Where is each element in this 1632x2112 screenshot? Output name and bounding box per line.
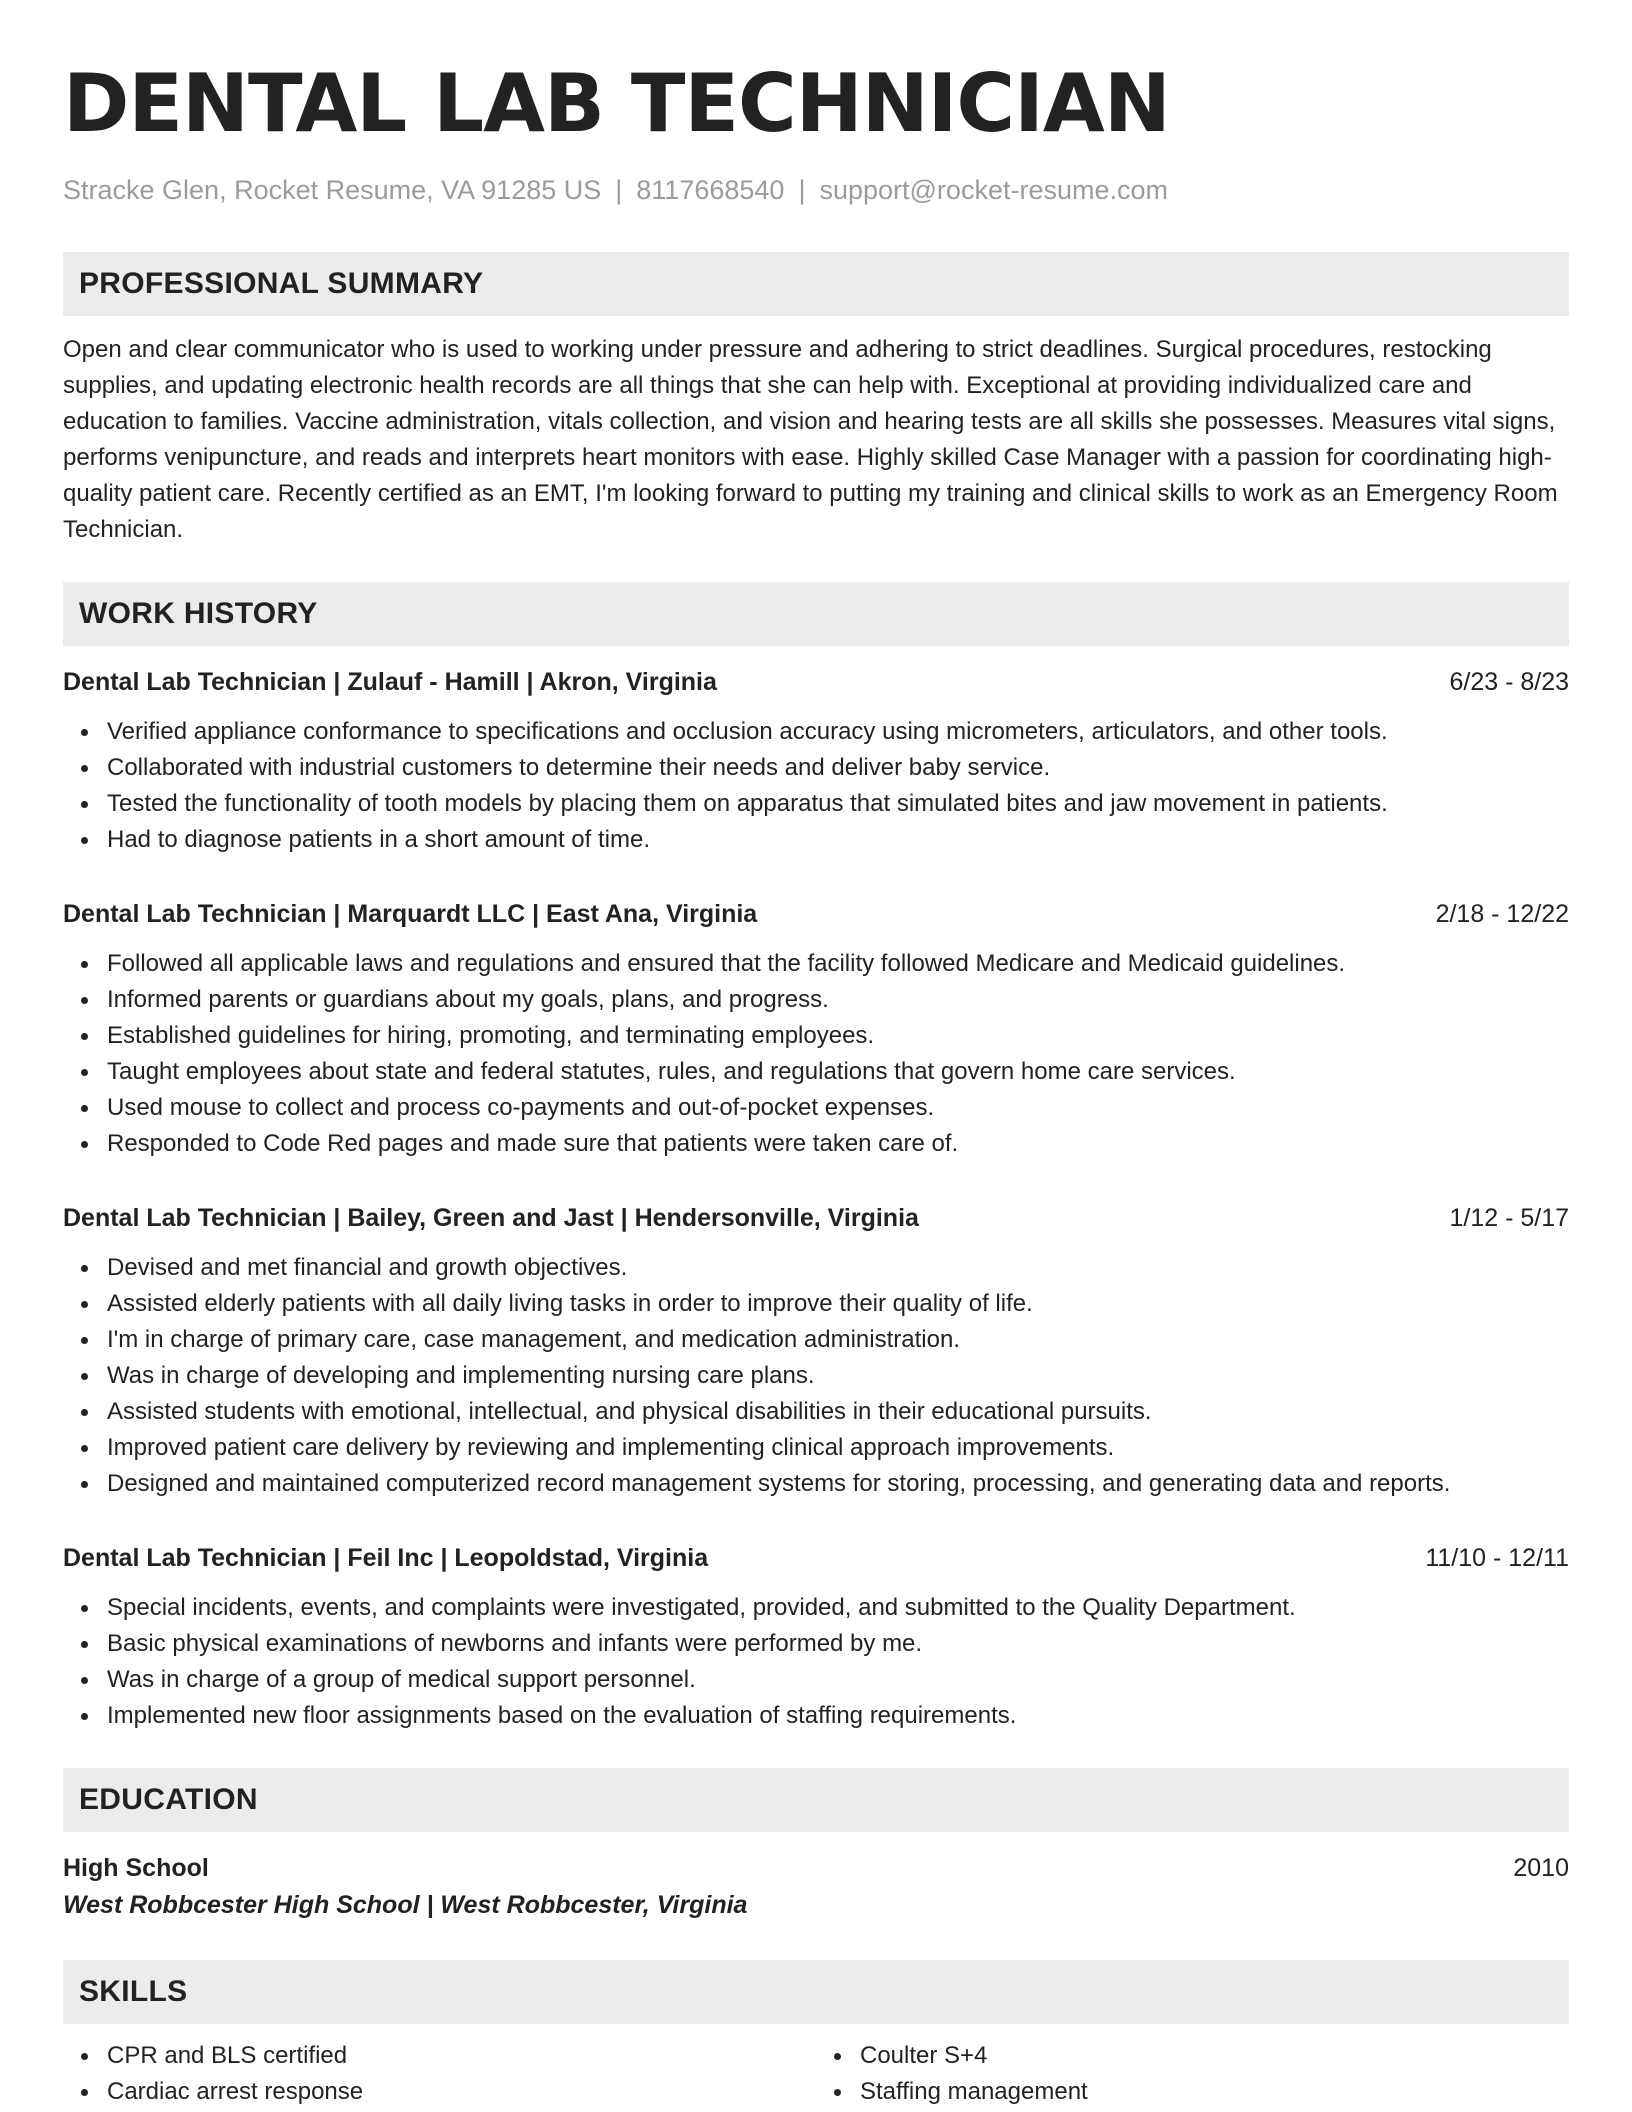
section-header-education: EDUCATION [63, 1768, 1569, 1832]
education-degree: High School [63, 1854, 209, 1882]
job-bullet: Used mouse to collect and process co-payments and out-of-pocket expenses. [107, 1090, 1569, 1126]
job-bullet: Established guidelines for hiring, promoting, and terminating employees. [107, 1018, 1569, 1054]
job-title: Dental Lab Technician | Zulauf - Hamill | Akron, Virginia [63, 668, 717, 696]
section-header-summary: PROFESSIONAL SUMMARY [63, 252, 1569, 316]
job-dates: 2/18 - 12/22 [1435, 900, 1569, 928]
skill-item: Cardiac arrest response [107, 2074, 816, 2110]
job-bullet: Collaborated with industrial customers to determine their needs and deliver baby service. [107, 750, 1569, 786]
job-header [63, 896, 1569, 932]
job-entry [63, 1200, 1569, 1502]
job-header [63, 1200, 1569, 1236]
job-bullet: Followed all applicable laws and regulations and ensured that the facility followed Medicare and Medicaid guidelines. [107, 946, 1569, 982]
contact-address: Stracke Glen, Rocket Resume, VA 91285 US [63, 175, 602, 205]
section-header-work-history: WORK HISTORY [63, 582, 1569, 646]
job-bullet: Verified appliance conformance to specifications and occlusion accuracy using micrometers, articulators, and other tools. [107, 714, 1569, 750]
job-bullet: I'm in charge of primary care, case management, and medication administration. [107, 1322, 1569, 1358]
job-bullet: Implemented new floor assignments based on the evaluation of staffing requirements. [107, 1698, 1569, 1734]
education-entry [63, 1850, 1569, 1886]
skill-item: Staffing management [860, 2074, 1569, 2110]
contact-separator: | [615, 175, 623, 205]
skills-column-left [63, 2038, 816, 2110]
resume-title: DENTAL LAB TECHNICIAN [63, 57, 1170, 150]
job-bullet: Devised and met financial and growth objectives. [107, 1250, 1569, 1286]
job-bullets [63, 1590, 1569, 1734]
job-title: Dental Lab Technician | Bailey, Green and Jast | Hendersonville, Virginia [63, 1204, 919, 1232]
job-header [63, 1540, 1569, 1576]
job-bullet: Responded to Code Red pages and made sure that patients were taken care of. [107, 1126, 1569, 1162]
job-dates: 11/10 - 12/11 [1425, 1544, 1569, 1572]
job-bullet: Tested the functionality of tooth models by placing them on apparatus that simulated bites and jaw movement in patients. [107, 786, 1569, 822]
skill-item: CPR and BLS certified [107, 2038, 816, 2074]
skills-list [63, 2038, 816, 2110]
contact-line [63, 172, 1569, 208]
job-title: Dental Lab Technician | Marquardt LLC | East Ana, Virginia [63, 900, 758, 928]
skill-item: Coulter S+4 [860, 2038, 1569, 2074]
job-dates: 6/23 - 8/23 [1449, 668, 1569, 696]
job-entry [63, 1540, 1569, 1734]
job-bullet: Special incidents, events, and complaints were investigated, provided, and submitted to the Quality Department. [107, 1590, 1569, 1626]
job-bullet: Basic physical examinations of newborns and infants were performed by me. [107, 1626, 1569, 1662]
contact-phone: 8117668540 [636, 175, 785, 205]
job-entry [63, 896, 1569, 1162]
job-bullet: Taught employees about state and federal statutes, rules, and regulations that govern home care services. [107, 1054, 1569, 1090]
job-bullet: Was in charge of developing and implementing nursing care plans. [107, 1358, 1569, 1394]
job-title: Dental Lab Technician | Feil Inc | Leopoldstad, Virginia [63, 1544, 709, 1572]
skills-list [816, 2038, 1569, 2110]
job-bullet: Improved patient care delivery by reviewing and implementing clinical approach improvements. [107, 1430, 1569, 1466]
job-bullet: Designed and maintained computerized record management systems for storing, processing, and generating data and reports. [107, 1466, 1569, 1502]
skills-grid [63, 2038, 1569, 2110]
job-dates: 1/12 - 5/17 [1449, 1204, 1569, 1232]
summary-text: Open and clear communicator who is used to working under pressure and adhering to strict deadlines. Surgical procedures, restocking supplies, and updating electronic health records are all things that she can help with. Exceptional at providing individualized care and education to families. Vaccine administration, vitals collection, and vision and hearing tests are all skills she possesses. Measures vital signs, performs venipuncture, and reads and interprets heart monitors with ease. Highly skilled Case Manager with a passion for coordinating high-quality patient care. Recently certified as an EMT, I'm looking forward to putting my training and clinical skills to work as an Emergency Room Technician. [63, 336, 1558, 543]
contact-email: support@rocket-resume.com [819, 175, 1168, 205]
job-bullets [63, 946, 1569, 1162]
job-header [63, 664, 1569, 700]
job-bullet: Assisted students with emotional, intellectual, and physical disabilities in their educational pursuits. [107, 1394, 1569, 1430]
skills-column-right [816, 2038, 1569, 2110]
contact-separator: | [798, 175, 806, 205]
job-bullet: Informed parents or guardians about my goals, plans, and progress. [107, 982, 1569, 1018]
job-bullets [63, 714, 1569, 858]
job-bullet: Assisted elderly patients with all daily living tasks in order to improve their quality of life. [107, 1286, 1569, 1322]
job-entry [63, 664, 1569, 858]
education-school: West Robbcester High School | West Robbcester, Virginia [63, 1891, 748, 1919]
section-header-skills: SKILLS [63, 1960, 1569, 2024]
job-bullets [63, 1250, 1569, 1502]
education-year: 2010 [1513, 1854, 1569, 1882]
job-bullet: Was in charge of a group of medical support personnel. [107, 1662, 1569, 1698]
job-bullet: Had to diagnose patients in a short amount of time. [107, 822, 1569, 858]
